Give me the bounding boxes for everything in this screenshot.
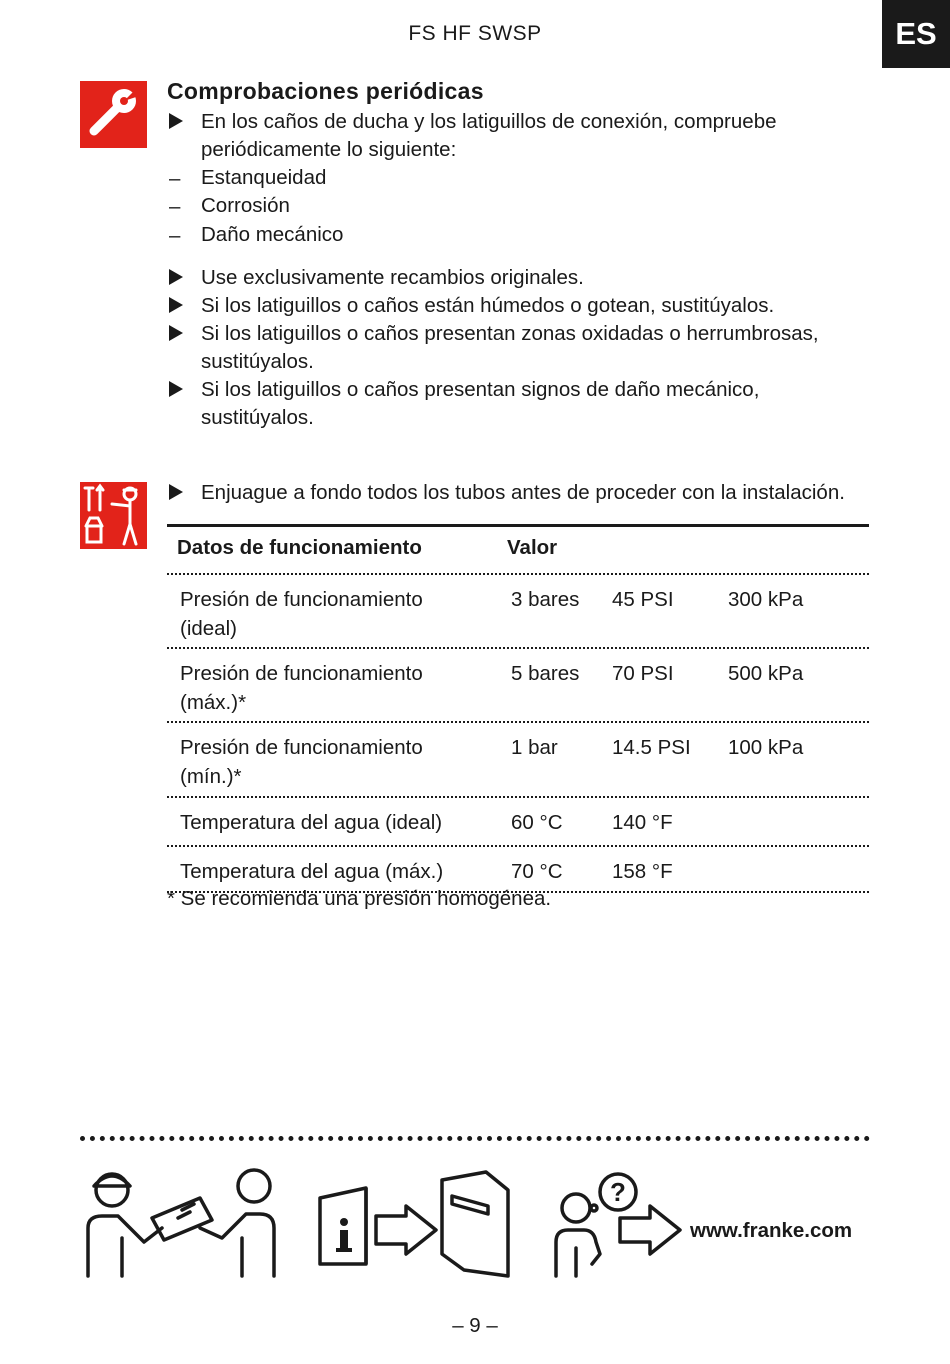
value-bar: 3 bares — [511, 588, 580, 611]
bullet-arrow-icon — [169, 325, 183, 341]
instruction-line: Si los latiguillos o caños presentan zonas oxidadas o herrumbrosas, — [201, 322, 819, 345]
tools-worker-icon — [80, 482, 147, 549]
row-label: Presión de funcionamiento — [180, 588, 423, 611]
row-label: Temperatura del agua (máx.) — [180, 860, 444, 883]
footer-divider — [80, 1136, 870, 1141]
instruction-line: sustitúyalos. — [201, 350, 314, 373]
row-label: Presión de funcionamiento — [180, 662, 423, 685]
check-item: Estanqueidad — [201, 166, 327, 189]
table-footnote: * Se recomienda una presión homogénea. — [167, 887, 552, 910]
table-row — [167, 575, 869, 649]
bullet-arrow-icon — [169, 381, 183, 397]
value-bar: 1 bar — [511, 736, 558, 759]
bullet-arrow-icon — [169, 269, 183, 285]
instruction-line: Si los latiguillos o caños están húmedos o gotean, sustitúyalos. — [201, 294, 775, 317]
wrench-icon — [80, 81, 147, 148]
intro-line: En los caños de ducha y los latiguillos de conexión, compruebe — [201, 110, 777, 133]
section-title-periodic-checks: Comprobaciones periódicas — [167, 78, 484, 104]
bullet-arrow-icon — [169, 297, 183, 313]
manual-to-document-icon — [318, 1168, 518, 1278]
value-psi: 14.5 PSI — [612, 736, 691, 759]
value-kpa: 300 kPa — [728, 588, 804, 611]
table-header-row — [167, 524, 869, 575]
page-number: – 9 – — [452, 1314, 498, 1337]
value-kpa: 500 kPa — [728, 662, 804, 685]
language-tab: ES — [882, 0, 950, 68]
value-fahrenheit: 140 °F — [612, 811, 673, 834]
row-label: Presión de funcionamiento — [180, 736, 423, 759]
dash-marker: – — [169, 167, 181, 190]
check-item: Daño mecánico — [201, 223, 344, 246]
value-psi: 70 PSI — [612, 662, 674, 685]
instruction-line: Use exclusivamente recambios originales. — [201, 266, 584, 289]
row-label: (máx.)* — [180, 691, 247, 714]
value-fahrenheit: 158 °F — [612, 860, 673, 883]
bullet-arrow-icon — [169, 113, 183, 129]
instruction-line: sustitúyalos. — [201, 406, 314, 429]
row-label: Temperatura del agua (ideal) — [180, 811, 443, 834]
dash-marker: – — [169, 224, 181, 247]
value-celsius: 60 °C — [511, 811, 563, 834]
row-label: (mín.)* — [180, 765, 242, 788]
value-psi: 45 PSI — [612, 588, 674, 611]
installation-note: Enjuague a fondo todos los tubos antes de proceder con la instalación. — [201, 481, 845, 504]
value-bar: 5 bares — [511, 662, 580, 685]
document-title: FS HF SWSP — [408, 22, 542, 45]
table-header-value: Valor — [507, 536, 558, 559]
value-kpa: 100 kPa — [728, 736, 804, 759]
workers-reading-manual-icon — [82, 1168, 282, 1278]
table-row — [167, 649, 869, 723]
instruction-line: Si los latiguillos o caños presentan signos de daño mecánico, — [201, 378, 760, 401]
table-header-label: Datos de funcionamiento — [177, 536, 422, 559]
person-question-to-web-icon — [548, 1168, 688, 1278]
dash-marker: – — [169, 195, 181, 218]
website-link[interactable]: www.franke.com — [690, 1219, 853, 1242]
svg-text:?: ? — [610, 1177, 626, 1207]
intro-line: periódicamente lo siguiente: — [201, 138, 457, 161]
row-label: (ideal) — [180, 617, 237, 640]
table-row — [167, 798, 869, 847]
check-item: Corrosión — [201, 194, 290, 217]
operating-data-table — [167, 524, 869, 893]
value-celsius: 70 °C — [511, 860, 563, 883]
bullet-arrow-icon — [169, 484, 183, 500]
table-row — [167, 723, 869, 798]
